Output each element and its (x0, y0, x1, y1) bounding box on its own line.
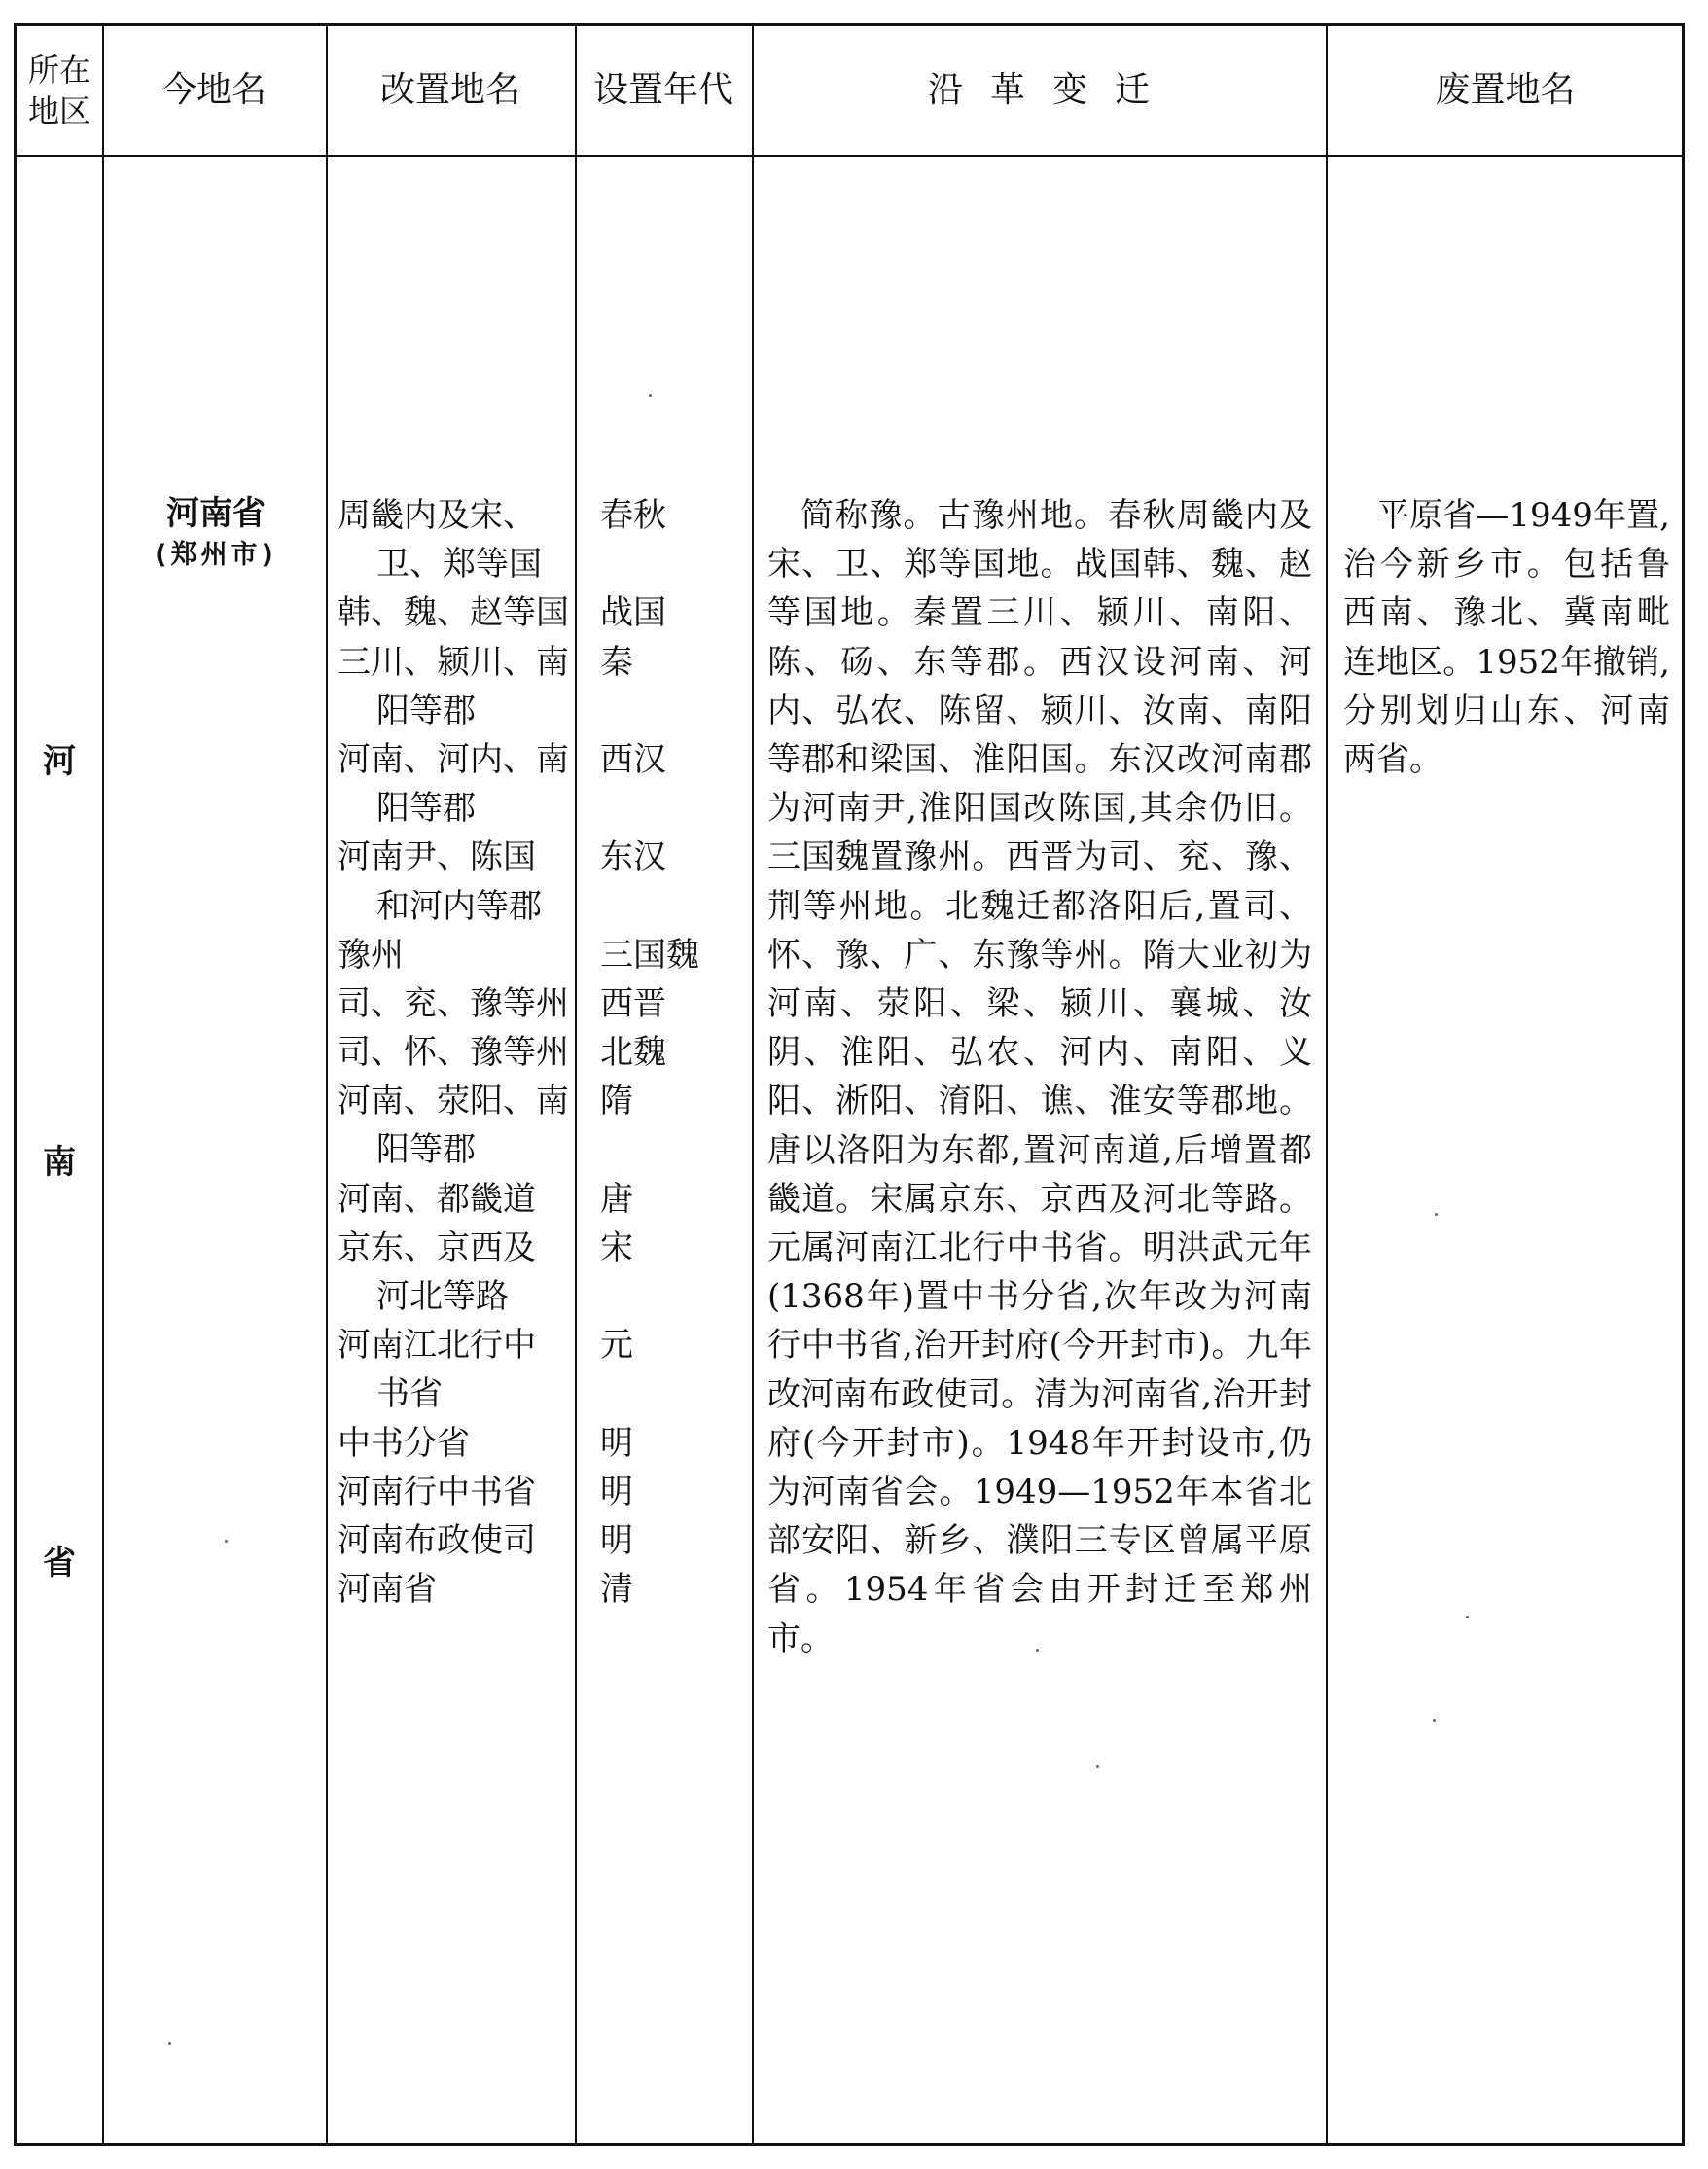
list-item: 豫州 (338, 935, 404, 975)
column-divider (102, 26, 104, 2143)
scan-speck (1096, 1765, 1099, 1768)
list-item: 卫、郑等国 (376, 545, 542, 585)
list-item (600, 1272, 746, 1321)
column-divider (1326, 26, 1328, 2143)
header-history: 沿革变迁 (927, 70, 1177, 110)
list-item: 北魏 (600, 1033, 666, 1073)
record-table (14, 23, 1685, 2146)
region-char: 河 (43, 742, 76, 781)
scan-speck (1433, 1719, 1436, 1722)
list-item: 河南尹、陈国 (338, 837, 536, 877)
list-item: 河南行中书省 (338, 1472, 536, 1511)
header-period: 设置年代 (592, 70, 733, 110)
column-divider (752, 26, 754, 2143)
column-divider (575, 26, 577, 2143)
list-item: 书省 (376, 1374, 443, 1414)
list-item (600, 1369, 746, 1418)
list-item: 河北等路 (376, 1277, 509, 1316)
today-name: 河南省 (166, 494, 266, 533)
header-region: 所在 地区 (27, 52, 90, 129)
periods-list (600, 491, 746, 1614)
list-item: 西汉 (600, 739, 666, 779)
list-item: 明 (600, 1423, 633, 1463)
list-item: 中书分省 (338, 1423, 470, 1463)
list-item: 三川、颍川、南 (338, 642, 569, 682)
list-item: 春秋 (600, 496, 666, 535)
list-item: 和河内等郡 (376, 886, 542, 926)
today-city: (郑州市) (155, 540, 277, 570)
scan-speck (649, 394, 652, 397)
list-item: 河南布政使司 (338, 1520, 536, 1560)
header-divider (17, 155, 1682, 157)
list-item: 宋 (600, 1227, 633, 1267)
history-text: 简称豫。古豫州地。春秋周畿内及宋、卫、郑等国地。战国韩、魏、赵等国地。秦置三川、颍川、南阳、陈、砀、东等郡。西汉设河南、河内、弘农、陈留、颍川、汝南、南阳等郡和梁国、淮阳国。东汉改河南郡为河南尹,淮阳国改陈国,其余仍旧。三国魏置豫州。西晋为司、兖、豫、荆等州地。北魏迁都洛阳后,置司、怀、豫、广、东豫等州。隋大业初为河南、荥阳、梁、颍川、襄城、汝阴、淮阳、弘农、河内、南阳、义阳、淅阳、淯阳、谯、淮安等郡地。唐以洛阳为东都,置河南道,后增置都畿道。宋属京东、京西及河北等路。元属河南江北行中书省。明洪武元年(1368年)置中书分省,次年改为河南行中书省,治开封府(今开封市)。九年改河南布政使司。清为河南省,治开封府(今开封市)。1948年开封设市,仍为河南省会。1949—1952年本省北部安阳、新乡、濮阳三专区曾属平原省。1954年省会由开封迁至郑州市。 (767, 496, 1312, 1658)
region-char: 南 (43, 1143, 76, 1182)
list-item: 周畿内及宋、 (338, 496, 536, 535)
list-item: 西晋 (600, 983, 666, 1023)
list-item: 清 (600, 1570, 633, 1610)
header-defunct-name: 废置地名 (1435, 70, 1576, 110)
list-item: 阳等郡 (376, 789, 476, 829)
list-item: 唐 (600, 1179, 633, 1219)
list-item: 阳等郡 (376, 691, 476, 730)
list-item (600, 1125, 746, 1174)
list-item: 元 (600, 1326, 633, 1366)
scan-speck (1435, 1213, 1438, 1216)
list-item (600, 784, 746, 833)
defunct-name-text: 平原省—1949年置,治今新乡市。包括鲁西南、豫北、冀南毗连地区。1952年撤销,分别划归山东、河南两省。 (1343, 496, 1670, 780)
changed-names-list (338, 491, 571, 1614)
list-item: 东汉 (600, 837, 666, 877)
list-item: 三国魏 (600, 935, 699, 975)
list-item: 河南、荥阳、南 (338, 1082, 569, 1121)
list-item: 明 (600, 1520, 633, 1560)
scan-speck (168, 2042, 171, 2045)
scan-speck (225, 1540, 228, 1543)
list-item: 隋 (600, 1082, 633, 1121)
list-item: 阳等郡 (376, 1130, 476, 1170)
list-item: 河南江北行中 (338, 1326, 536, 1366)
today-name-cell (104, 491, 328, 575)
list-item: 司、怀、豫等州 (338, 1033, 569, 1073)
scan-speck (1466, 1616, 1469, 1618)
list-item: 河南、河内、南 (338, 739, 569, 779)
region-char: 省 (43, 1544, 76, 1582)
list-item: 京东、京西及 (338, 1227, 536, 1267)
list-item (600, 687, 746, 735)
list-item: 韩、魏、赵等国 (338, 593, 569, 633)
list-item (600, 882, 746, 931)
header-today-name: 今地名 (160, 70, 267, 110)
list-item (600, 540, 746, 588)
column-divider (326, 26, 328, 2143)
list-item: 司、兖、豫等州 (338, 983, 569, 1023)
list-item: 河南、都畿道 (338, 1179, 536, 1219)
header-changed-name: 改置地名 (379, 70, 520, 110)
list-item: 明 (600, 1472, 633, 1511)
list-item: 河南省 (338, 1570, 437, 1610)
scan-speck (1036, 1649, 1039, 1652)
list-item: 战国 (600, 593, 666, 633)
list-item: 秦 (600, 642, 633, 682)
